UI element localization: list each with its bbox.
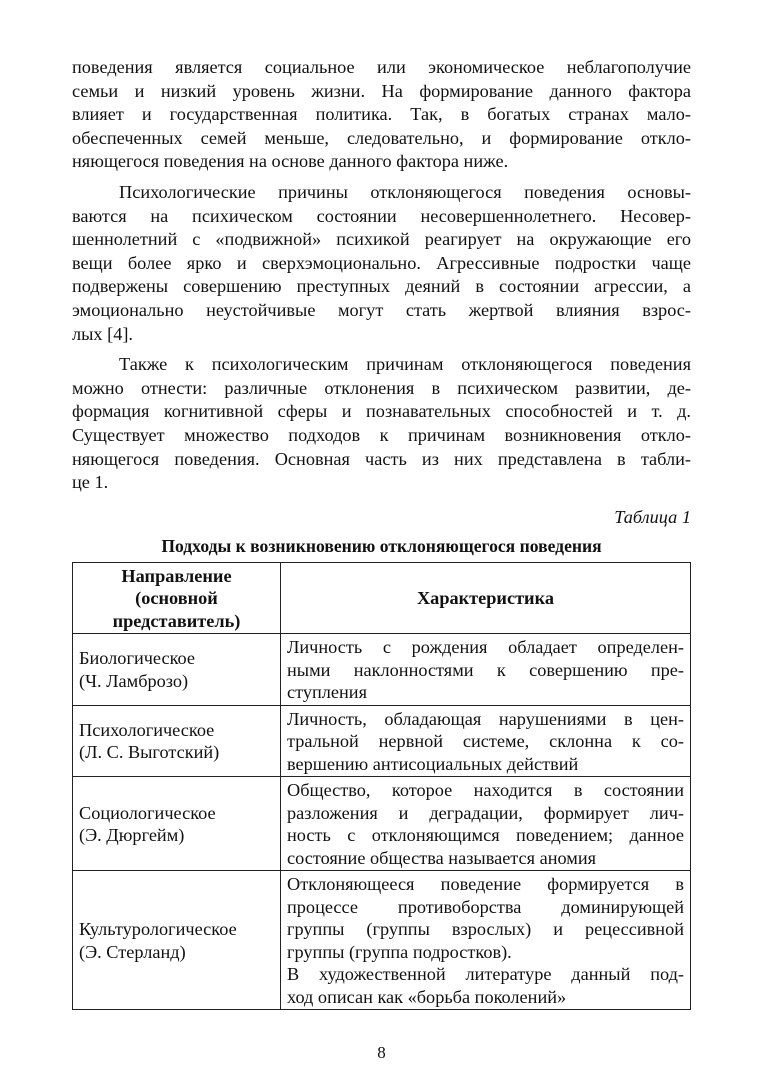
paragraph-line: няющегося поведения. Основная часть из них представлена в табли-	[72, 448, 691, 469]
approaches-table	[72, 562, 691, 1011]
paragraph-line: можно отнести: различные отклонения в психическом развитии, де-	[72, 377, 691, 398]
characteristic-line: процессе противоборства доминирующей	[287, 896, 684, 917]
characteristic-cell	[281, 634, 691, 706]
header-direction-line: представитель)	[112, 610, 241, 631]
paragraph-line: обеспеченных семей меньше, следовательно, и формирование откло-	[72, 127, 691, 148]
characteristic-line: вершению антисоциальных действий	[287, 753, 579, 774]
characteristic-line: Личность, обладающая нарушениями в цен-	[287, 708, 684, 729]
paragraph-3	[72, 353, 691, 495]
paragraph-line: лых [4].	[72, 323, 134, 344]
characteristic-line: разложения и деградации, формирует лич-	[287, 802, 684, 823]
direction-name: Биологическое	[79, 648, 196, 669]
table-title: Подходы к возникновению отклоняющегося поведения	[161, 535, 602, 556]
page-content	[72, 56, 691, 1010]
paragraph-line: Также к психологическим причинам отклоняющегося поведения	[119, 354, 691, 375]
direction-representative: (Ч. Ламброзо)	[79, 670, 189, 691]
characteristic-cell	[281, 705, 691, 777]
characteristic-line: Общество, которое находится в состоянии	[287, 780, 684, 801]
paragraph-line: семьи и низкий уровень жизни. На формирование данного фактора	[72, 80, 691, 101]
paragraph-line: Психологические причины отклоняющегося поведения основы-	[119, 181, 691, 202]
direction-cell	[73, 777, 281, 871]
paragraph-line: подвержены совершению преступных деяний в состоянии агрессии, а	[72, 276, 691, 297]
header-characteristic: Характеристика	[281, 562, 691, 634]
table-header-row	[73, 562, 691, 634]
characteristic-line: ность с отклоняющимся поведением; данное	[287, 825, 684, 846]
paragraph-line: эмоционально неустойчивые могут стать жертвой влияния взрос-	[72, 299, 691, 320]
page-number: 8	[377, 1043, 386, 1062]
characteristic-line: Личность с рождения обладает определен-	[287, 637, 684, 658]
paragraph-line: ваются на психическом состоянии несовершеннолетнего. Несовер-	[72, 205, 691, 226]
direction-name: Социологическое	[79, 802, 216, 823]
direction-cell	[73, 705, 281, 777]
table-row	[73, 777, 691, 871]
direction-representative: (Л. С. Выготский)	[79, 742, 220, 763]
paragraph-line: влияет и государственная политика. Так, в богатых странах мало-	[72, 104, 691, 125]
table-row	[73, 705, 691, 777]
characteristic-line: ными наклонностями к совершению пре-	[287, 659, 684, 680]
table-row	[73, 871, 691, 1010]
table-row	[73, 634, 691, 706]
direction-name: Культурологическое	[79, 919, 237, 940]
direction-representative: (Э. Стерланд)	[79, 941, 186, 962]
direction-representative: (Э. Дюргейм)	[79, 825, 185, 846]
paragraph-line: поведения является социальное или экономическое неблагополучие	[72, 57, 691, 77]
characteristic-line: группы (группы взрослых) и рецессивной	[287, 919, 684, 940]
paragraph-1	[72, 56, 691, 174]
paragraph-line: вещи более ярко и сверхэмоционально. Агрессивные подростки чаще	[72, 252, 691, 273]
direction-cell	[73, 634, 281, 706]
characteristic-line: тральной нервной системе, склонна к со-	[287, 731, 684, 752]
header-direction	[73, 562, 281, 634]
characteristic-line: ступления	[287, 682, 367, 703]
paragraph-line: це 1.	[72, 472, 109, 493]
paragraph-line: шеннолетний с «подвижной» психикой реагирует на окружающие его	[72, 229, 691, 250]
characteristic-line: В художественной литературе данный под-	[287, 964, 684, 985]
characteristic-line: состояние общества называется аномия	[287, 847, 597, 868]
characteristic-cell	[281, 871, 691, 1010]
characteristic-cell	[281, 777, 691, 871]
characteristic-line: ход описан как «борьба поколений»	[287, 986, 567, 1007]
paragraph-line: няющегося поведения на основе данного фактора ниже.	[72, 151, 509, 172]
paragraph-2	[72, 181, 691, 346]
table-caption: Таблица 1	[614, 506, 691, 527]
paragraph-line: формация когнитивной сферы и познавательных способностей и т. д.	[72, 401, 691, 422]
paragraph-line: Существует множество подходов к причинам возникновения откло-	[72, 424, 691, 445]
direction-cell	[73, 871, 281, 1010]
header-direction-line: (основной	[135, 588, 218, 609]
direction-name: Психологическое	[79, 719, 215, 740]
characteristic-line: группы (группа подростков).	[287, 941, 512, 962]
characteristic-line: Отклоняющееся поведение формируется в	[287, 874, 684, 895]
header-direction-line: Направление	[121, 565, 232, 586]
